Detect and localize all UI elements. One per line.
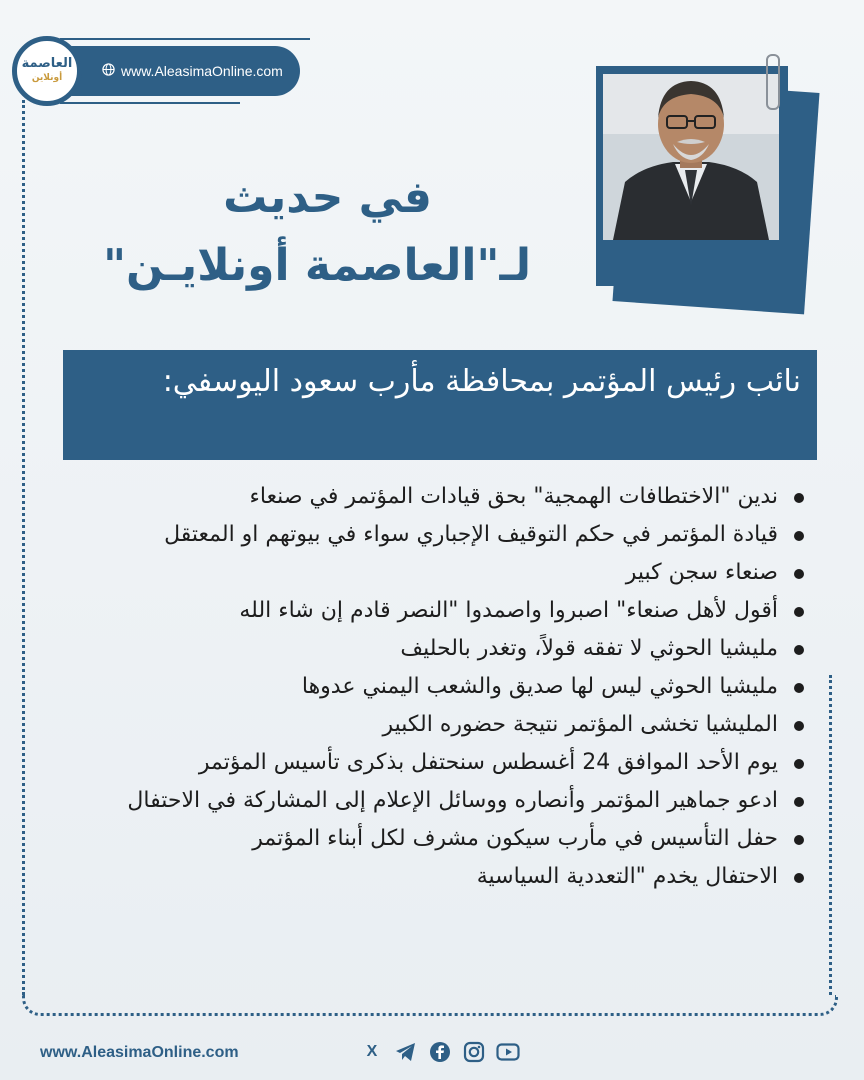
x-icon[interactable]: X xyxy=(366,1043,378,1060)
list-item: المليشيا تخشى المؤتمر نتيجة حضوره الكبير xyxy=(56,706,816,744)
logo-subtext: أونلاين xyxy=(31,73,63,83)
instagram-icon[interactable] xyxy=(462,1040,486,1064)
header-url-pill[interactable] xyxy=(52,46,300,96)
globe-icon xyxy=(102,63,115,79)
header-url-text: www.AleasimaOnline.com xyxy=(121,63,283,79)
header-stripe-top xyxy=(60,38,310,40)
frame-right-dotted xyxy=(829,675,832,995)
list-item: مليشيا الحوثي ليس لها صديق والشعب اليمني عدوها xyxy=(56,668,816,706)
page-title-line2: لـ"العاصمة أونلايـن" xyxy=(103,240,531,291)
list-item: صنعاء سجن كبير xyxy=(56,554,816,592)
site-logo[interactable] xyxy=(12,36,82,106)
list-item: ادعو جماهير المؤتمر وأنصاره ووسائل الإعلام إلى المشاركة في الاحتفال xyxy=(56,782,816,820)
facebook-icon[interactable] xyxy=(428,1040,452,1064)
list-item: الاحتفال يخدم "التعددية السياسية xyxy=(56,858,816,896)
list-item: يوم الأحد الموافق 24 أغسطس سنحتفل بذكرى تأسيس المؤتمر xyxy=(56,744,816,782)
portrait-photo xyxy=(603,74,779,240)
list-item: أقول لأهل صنعاء" اصبروا واصمدوا "النصر قادم إن شاء الله xyxy=(56,592,816,630)
list-item: قيادة المؤتمر في حكم التوقيف الإجباري سواء في بيوتهم او المعتقل xyxy=(56,516,816,554)
list-item: حفل التأسيس في مأرب سيكون مشرف لكل أبناء المؤتمر xyxy=(56,820,816,858)
page-title-line1: في حديث xyxy=(223,172,432,223)
youtube-icon[interactable] xyxy=(496,1040,520,1064)
telegram-icon[interactable] xyxy=(394,1040,418,1064)
headline-box xyxy=(63,350,817,460)
quote-list xyxy=(56,478,816,896)
list-item: مليشيا الحوثي لا تفقه قولاً، وتغدر بالحليف xyxy=(56,630,816,668)
list-item: ندين "الاختطافات الهمجية" بحق قيادات المؤتمر في صنعاء xyxy=(56,478,816,516)
headline-text: نائب رئيس المؤتمر بمحافظة مأرب سعود اليوسفي: xyxy=(162,364,801,399)
paperclip-icon xyxy=(766,54,780,110)
frame-bottom-dotted xyxy=(22,995,838,1016)
header-stripe-bottom xyxy=(60,102,240,104)
logo-text: العاصمة xyxy=(21,56,73,71)
footer-url-link[interactable]: www.AleasimaOnline.com xyxy=(40,1044,239,1061)
social-links xyxy=(360,1040,520,1064)
frame-left-dotted xyxy=(22,100,25,995)
